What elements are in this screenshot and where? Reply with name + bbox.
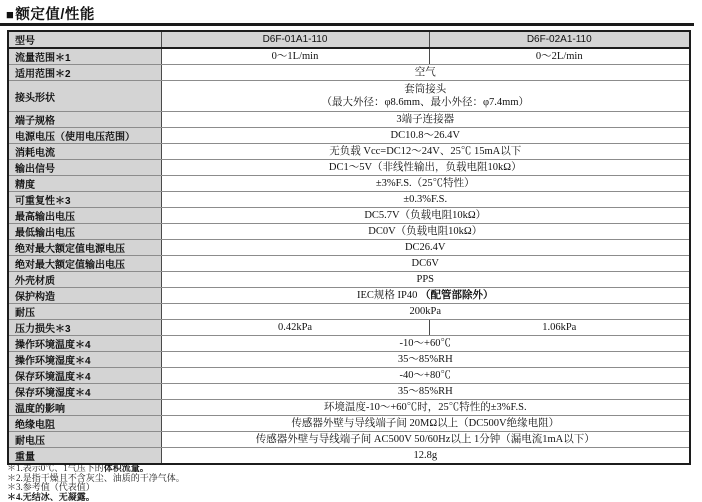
row-label: 保护构造: [8, 288, 161, 304]
footnote-part: 体积流量。: [104, 463, 149, 473]
row-value: DC6V: [161, 256, 690, 272]
row-value: ±0.3%F.S.: [161, 192, 690, 208]
spec-row: [8, 320, 690, 336]
row-label: 端子规格: [8, 112, 161, 128]
row-value: -10～+60℃: [161, 336, 690, 352]
spec-row: [8, 416, 690, 432]
row-value: 35～85%RH: [161, 352, 690, 368]
spec-row: [8, 448, 690, 465]
spec-row: [8, 304, 690, 320]
table-header-row: [8, 31, 690, 48]
row-label: 操作环境湿度＊4: [8, 352, 161, 368]
spec-row: [8, 81, 690, 112]
row-label: 保存环境温度＊4: [8, 368, 161, 384]
header-model-label: 型号: [8, 31, 161, 48]
spec-row: [8, 208, 690, 224]
footnote-part: ＊4.无结冰、无凝露。: [7, 492, 95, 502]
row-label: 保存环境湿度＊4: [8, 384, 161, 400]
section-title: [6, 3, 95, 24]
footnote-part: ＊3.参考值（代表值）: [7, 482, 95, 492]
row-value: 0～1L/min: [161, 48, 429, 65]
row-label: 绝缘电阻: [8, 416, 161, 432]
row-value: -40～+80℃: [161, 368, 690, 384]
row-value: [161, 288, 690, 304]
row-label: 外壳材质: [8, 272, 161, 288]
row-value-line: 套筒接头: [162, 83, 690, 96]
spec-row: [8, 336, 690, 352]
spec-row: [8, 112, 690, 128]
spec-row: [8, 160, 690, 176]
row-value: DC1～5V（非线性输出，负载电阻10kΩ）: [161, 160, 690, 176]
row-value: [161, 81, 690, 112]
spec-table: [7, 30, 691, 465]
spec-row: [8, 368, 690, 384]
row-label: 消耗电流: [8, 144, 161, 160]
spec-row: [8, 128, 690, 144]
row-value: 空气: [161, 65, 690, 81]
spec-row: [8, 256, 690, 272]
row-value: 200kPa: [161, 304, 690, 320]
row-value-line: （最大外径：φ8.6mm、最小外径：φ7.4mm）: [162, 96, 690, 109]
spec-row: [8, 176, 690, 192]
spec-row: [8, 432, 690, 448]
title-underline: [0, 23, 694, 26]
row-label: 流量范围＊1: [8, 48, 161, 65]
row-label: 适用范围＊2: [8, 65, 161, 81]
row-label: 输出信号: [8, 160, 161, 176]
row-value: PPS: [161, 272, 690, 288]
spec-row: [8, 65, 690, 81]
row-value: DC0V（负载电阻10kΩ）: [161, 224, 690, 240]
spec-row: [8, 288, 690, 304]
row-value-part: IEC规格 IP40: [357, 290, 420, 301]
spec-row: [8, 224, 690, 240]
footnote-part: ＊1.表示0℃、1气压下的: [7, 463, 104, 473]
row-value: 1.06kPa: [429, 320, 690, 336]
row-label: 绝对最大额定值电源电压: [8, 240, 161, 256]
row-value: 35～85%RH: [161, 384, 690, 400]
row-value: 环境温度-10～+60℃时，25℃特性的±3%F.S.: [161, 400, 690, 416]
row-label: 电源电压（使用电压范围）: [8, 128, 161, 144]
row-value: 无负载 Vcc=DC12～24V、25℃ 15mA以下: [161, 144, 690, 160]
spec-row: [8, 384, 690, 400]
row-label: 最高输出电压: [8, 208, 161, 224]
row-label: 最低输出电压: [8, 224, 161, 240]
spec-row: [8, 240, 690, 256]
row-label: 温度的影响: [8, 400, 161, 416]
spec-row: [8, 400, 690, 416]
spec-row: [8, 352, 690, 368]
row-value-part: （配管部除外）: [420, 290, 494, 301]
row-label: 可重复性＊3: [8, 192, 161, 208]
row-label: 接头形状: [8, 81, 161, 112]
spec-row: [8, 144, 690, 160]
spec-row: [8, 48, 690, 65]
spec-row: [8, 192, 690, 208]
row-value: 0.42kPa: [161, 320, 429, 336]
section-title-text: 额定值/性能: [15, 7, 95, 23]
header-model-2: D6F-02A1-110: [429, 31, 690, 48]
row-label: 压力损失＊3: [8, 320, 161, 336]
spec-table-body: [8, 48, 690, 464]
header-model-1: D6F-01A1-110: [161, 31, 429, 48]
row-label: 重量: [8, 448, 161, 465]
row-value: 3端子连接器: [161, 112, 690, 128]
row-label: 绝对最大额定值输出电压: [8, 256, 161, 272]
row-value: ±3%F.S.（25℃特性）: [161, 176, 690, 192]
row-label: 耐压: [8, 304, 161, 320]
row-value: 0～2L/min: [429, 48, 690, 65]
row-value: 12.8g: [161, 448, 690, 465]
spec-row: [8, 272, 690, 288]
row-label: 操作环境温度＊4: [8, 336, 161, 352]
footnote-line: [7, 493, 185, 502]
row-value: DC5.7V（负载电阻10kΩ）: [161, 208, 690, 224]
section-marker-icon: ■: [6, 7, 14, 22]
row-label: 耐电压: [8, 432, 161, 448]
row-label: 精度: [8, 176, 161, 192]
row-value: DC26.4V: [161, 240, 690, 256]
row-value: 传感器外壁与导线端子间 20MΩ以上（DC500V绝缘电阻）: [161, 416, 690, 432]
row-value: DC10.8～26.4V: [161, 128, 690, 144]
row-value: 传感器外壁与导线端子间 AC500V 50/60Hz以上 1分钟（漏电流1mA以下）: [161, 432, 690, 448]
footnote-part: ＊2.是指干燥且不含灰尘、油质的干净气体。: [7, 473, 185, 483]
footnotes: [7, 464, 185, 502]
